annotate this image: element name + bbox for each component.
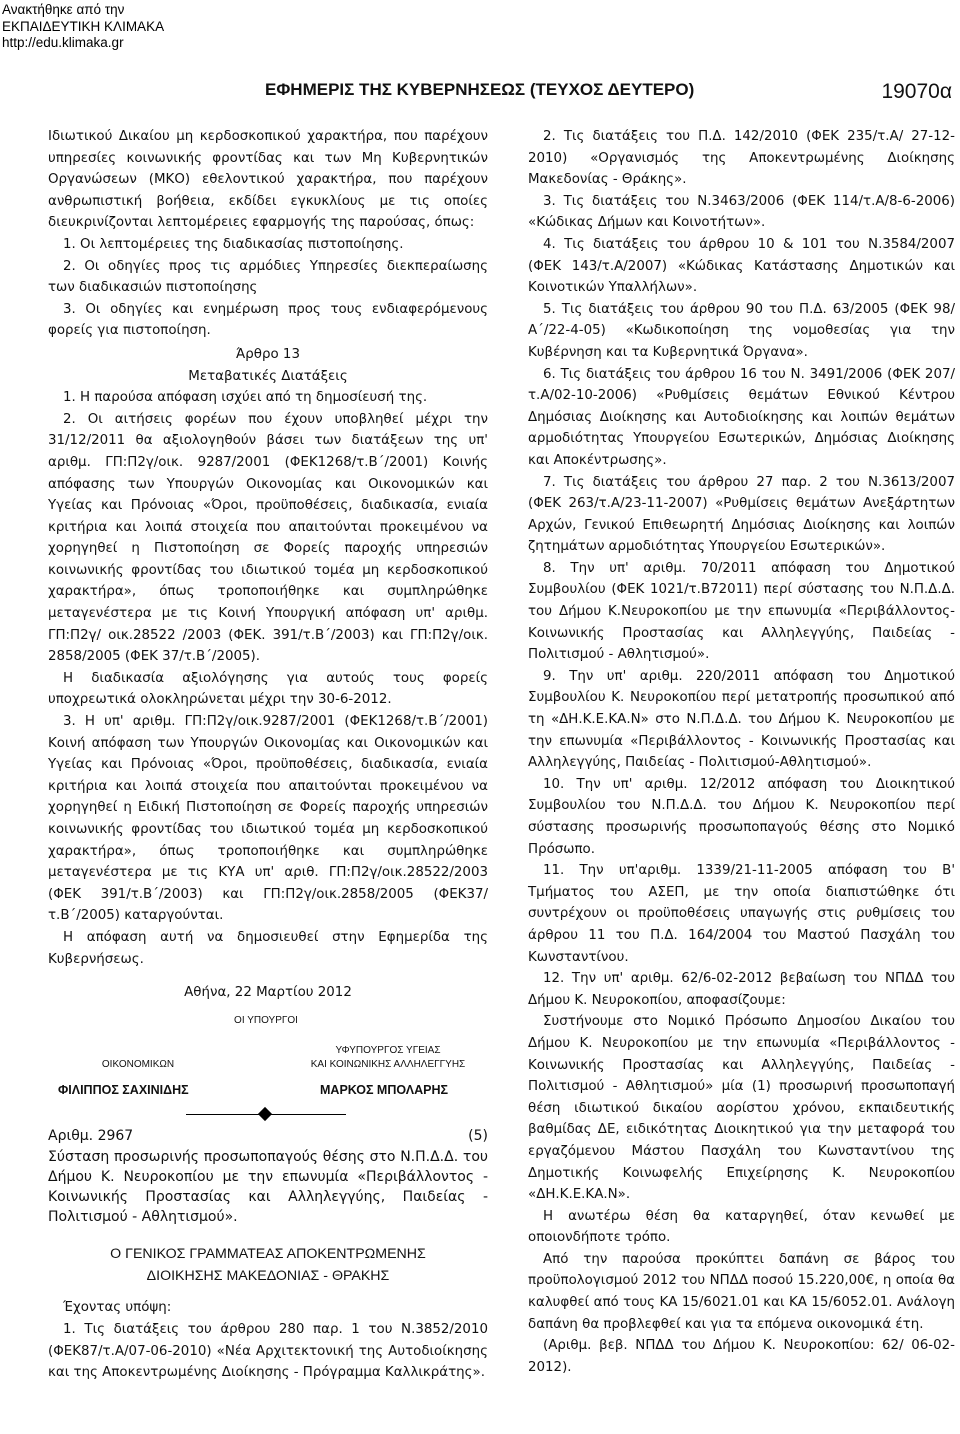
signer-2-name: ΜΑΡΚΟΣ ΜΠΟΛΑΡΗΣ (320, 1082, 448, 1097)
paragraph: (Αριθμ. βεβ. ΝΠΔΔ του Δήμου Κ. Νευροκοπίου: 62/ 06-02-2012). (528, 1338, 955, 1375)
list-item: 7. Τις διατάξεις του άρθρου 27 παρ. 2 του Ν.3613/2007 (ΦΕΚ 263/τ.Α/23-11-2007) «Ρυθμίσεις θεμάτων Ανεξάρτητων Αρχών, Γενικού Επιθεωρητή Δημόσιας Διοίκησης και λοιπών ζητημάτων αρμοδιότητας Υπουργείου Εσωτερικών». (528, 474, 955, 555)
list-item: 2. Οι οδηγίες προς τις αρμόδιες Υπηρεσίες διεκπεραίωσης των διαδικασιών πιστοποίησης (48, 258, 488, 296)
list-item: 1. Τις διατάξεις του άρθρου 280 παρ. 1 του Ν.3852/2010 (ΦΕΚ87/τ.Α/07-06-2010) «Νέα Αρχιτεκτονική της Αυτοδιοίκησης και της Αποκεντρωμένης Διοίκησης - Πρόγραμμα Καλλικράτης». (48, 1321, 488, 1381)
list-item: 2. Τις διατάξεις του Π.Δ. 142/2010 (ΦΕΚ 235/τ.Α/ 27-12-2010) «Οργανισμός της Αποκεντρωμένης Διοίκησης Μακεδονίας - Θράκης». (528, 129, 955, 188)
signatures-block (48, 1004, 488, 1104)
having-in-view: Έχοντας υπόψη: (63, 1300, 172, 1316)
list-item: 3. Τις διατάξεις του Ν.3463/2006 (ΦΕΚ 114/τ.Α/8-6-2006) «Κώδικας Δήμων και Κοινοτήτων». (528, 193, 955, 231)
list-item: 9. Την υπ' αριθμ. 220/2011 απόφαση του Δημοτικού Συμβουλίου Κ. Νευροκοπίου περί μετατροπής προσωπικού από τη «ΔΗ.Κ.Ε.ΚΑ.Ν» στο Ν.Π.Δ.Δ. του Δήμου Κ. Νευροκοπίου με την επωνυμία «Περιβάλλοντος - Κοινωνικής Προστασίας και Αλληλεγγύης, Παιδείας - Πολιτισμού-Αθλητισμού». (528, 668, 955, 771)
authority-line-2: ΔΙΟΙΚΗΣΗΣ ΜΑΚΕΔΟΝΙΑΣ - ΘΡΑΚΗΣ (146, 1268, 390, 1285)
paragraph: Συστήνουμε στο Νομικό Πρόσωπο Δημοσίου Δικαίου του Δήμου Κ. Νευροκοπίου με την επωνυμία «Περιβάλλοντος - Κοινωνικής Προστασίας και Αλληλεγγύης, Παιδείας - Πολιτισμού - Αθλητισμού» μία (1) προσωρινή προσωποπαγή θέση ιδιωτικού δικαίου αορίστου χρόνου, εκπαιδευτικής βαθμίδας ΔΕ, ειδικότητας Διοικητικού για την μεταφορά του εργαζόμενου Μάστου Πασχάλη του Κωνσταντίνου της Δημοτικής Κοινωφελής Επιχείρησης Κ. Νευροκοπίου «ΔΗ.Κ.Ε.ΚΑ.Ν». (528, 1014, 955, 1203)
source-link[interactable]: http://edu.klimaka.gr (2, 35, 124, 50)
list-item: 8. Την υπ' αριθμ. 70/2011 απόφαση του Δημοτικού Συμβουλίου (ΦΕΚ 1021/τ.Β72011) περί σύστασης του Ν.Π.Δ.Δ. του Δήμου Κ.Νευροκοπίου με την επωνυμία «Περιβάλλοντος-Κοινωνικής Προστασίας και Αλληλεγγύης, Παιδείας - Πολιτισμού - Αθλητισμού». (528, 560, 955, 663)
paragraph: Η διαδικασία αξιολόγησης για αυτούς τους φορείς υποχρεωτικά ολοκληρώνεται μέχρι την 30-6-2012. (48, 670, 488, 708)
left-column (48, 126, 488, 1384)
decision-title: Σύσταση προσωρινής προσωποπαγούς θέσης στο Ν.Π.Δ.Δ. του Δήμου Κ. Νευροκοπίου με την επωνυμία «Περιβάλλοντος - Κοινωνικής Προστασίας και Αλληλεγγύης, Παιδείας - Πολιτισμού - Αθλητισμού». (48, 1149, 488, 1226)
section-divider (48, 1104, 488, 1126)
right-column (528, 126, 955, 1378)
paragraph: Η απόφαση αυτή να δημοσιευθεί στην Εφημερίδα της Κυβερνήσεως. (48, 929, 488, 967)
page-number: 19070α (881, 80, 952, 103)
paragraph: Από την παρούσα προκύπτει δαπάνη σε βάρος του προϋπολογισμού 2012 του ΝΠΔΔ ποσού 15.220,00€, η οποία θα καλυφθεί από τους ΚΑ 15/6021.01 και ΚΑ 15/6052.01. Ανάλογη δαπάνη θα προβλεφθεί και για τα επόμενα οικονομικά έτη. (528, 1251, 955, 1332)
decision-reference: (5) (468, 1127, 488, 1144)
article-title: Μεταβατικές Διατάξεις (188, 368, 348, 384)
source-line-1: Ανακτήθηκε από την (2, 2, 125, 17)
page-header (0, 80, 960, 104)
list-item: 4. Τις διατάξεις του άρθρου 10 & 101 του Ν.3584/2007 (ΦΕΚ 143/τ.Α/2007) «Κώδικας Κατάστασης Δημοτικών και Κοινοτικών Υπαλλήλων». (528, 236, 955, 296)
signer-2-role-1: ΥΦΥΠΟΥΡΓΟΣ ΥΓΕΙΑΣ (335, 1044, 441, 1056)
signer-2-role-2: ΚΑΙ ΚΟΙΝΩΝΙΚΗΣ ΑΛΛΗΛΕΓΓΥΗΣ (310, 1058, 466, 1070)
place-date: Αθήνα, 22 Μαρτίου 2012 (184, 985, 352, 1001)
list-item: 3. Οι οδηγίες και ενημέρωση προς τους ενδιαφερόμενους φορείς για πιστοποίηση. (48, 301, 488, 339)
decision-number: Αριθμ. 2967 (48, 1127, 134, 1144)
list-item: 1. Οι λεπτομέρειες της διαδικασίας πιστοποίησης. (63, 236, 404, 252)
paragraph: 1. Η παρούσα απόφαση ισχύει από τη δημοσίευσή της. (63, 390, 428, 406)
article-heading: Άρθρο 13 (236, 346, 300, 362)
diamond-icon (258, 1107, 272, 1121)
list-item: 12. Την υπ' αριθμ. 62/6-02-2012 βεβαίωση του ΝΠΔΔ του Δήμου Κ. Νευροκοπίου, αποφασίζουμε: (528, 971, 955, 1008)
list-item: 5. Τις διατάξεις του άρθρου 90 του Π.Δ. 63/2005 (ΦΕΚ 98/Α΄/22-4-05) «Κωδικοποίηση της νομοθεσίας για την Κυβέρνηση και τα Κυβερνητικά Όργανα». (528, 301, 955, 360)
source-line-2: ΕΚΠΑΙΔΕΥΤΙΚΗ ΚΛΙΜΑΚΑ (2, 18, 165, 34)
intro-paragraph: Ιδιωτικού Δικαίου μη κερδοσκοπικού χαρακτήρα, που παρέχουν υπηρεσίες κοινωνικής φροντίδας και των Μη Κυβερνητικών Οργανώσεων (ΜΚΟ) εθελοντικού χαρακτήρα, που παρέχουν ανθρωπιστική βοήθεια, εκδίδει εγκυκλίους με τις οποίες διευκρινίζονται λεπτομέρειες εφαρμογής της παρούσας, όπως: (48, 129, 488, 231)
source-watermark (2, 2, 164, 52)
signer-1-role: ΟΙΚΟΝΟΜΙΚΩΝ (101, 1058, 175, 1070)
ministers-label: ΟΙ ΥΠΟΥΡΓΟΙ (234, 1014, 298, 1026)
list-item: 11. Την υπ'αριθμ. 1339/21-11-2005 απόφαση του Β' Τμήματος του ΑΣΕΠ, με την οποία διαπιστώθηκε ότι συντρέχουν οι προϋποθέσεις υπαγωγής στις ρυθμίσεις του άρθρου 11 του Π.Δ. 164/2004 του Μαστού Πασχάλη του Κωνσταντίνου. (528, 863, 955, 965)
paragraph: 2. Οι αιτήσεις φορέων που έχουν υποβληθεί μέχρι την 31/12/2011 θα αξιολογηθούν βάσει των διατάξεων της υπ' αριθμ. ΓΠ:Π2γ/οικ. 9287/2001 (ΦΕΚ1268/τ.Β΄/2001) Κοινής απόφασης των Υπουργών Οικονομίας και Οικονομικών και Υγείας και Πρόνοιας «Όροι, προϋποθέσεις, διαδικασία, ενιαία κριτήρια και λοιπά στοιχεία που απαιτούνται προκειμένου να χορηγηθεί η Πιστοποίηση σε Φορείς παροχής υπηρεσιών κοινωνικής φροντίδας του ιδιωτικού τομέα μη κερδοσκοπικού χαρακτήρα», όπως τροποποιήθηκε και συμπληρώθηκε μεταγενέστερα με τις Κοινή Υπουργική απόφαση υπ' αριθμ. ΓΠ:Π2γ/ οικ.28522 /2003 (ΦΕΚ. 391/τ.Β΄/2003) και ΓΠ:Π2γ/οικ. 2858/2005 (ΦΕΚ 37/τ.Β΄/2005). (48, 411, 488, 665)
authority-line-1: Ο ΓΕΝΙΚΟΣ ΓΡΑΜΜΑΤΕΑΣ ΑΠΟΚΕΝΤΡΩΜΕΝΗΣ (110, 1246, 426, 1263)
paragraph: 3. Η υπ' αριθμ. ΓΠ:Π2γ/οικ.9287/2001 (ΦΕΚ1268/τ.Β΄/2001) Κοινή απόφαση των Υπουργών Οικονομίας και Οικονομικών και Υγείας και Πρόνοιας «Όροι, προϋποθέσεις, διαδικασία, ενιαία κριτήρια και λοιπά στοιχεία που απαιτούνται προκειμένου να χορηγηθεί η Ειδική Πιστοποίηση σε Φορείς παροχής υπηρεσιών κοινωνικής φροντίδας του ιδιωτικού τομέα μη κερδοσκοπικού χαρακτήρα», όπως τροποποιήθηκε και συμπληρώθηκε μεταγενέστερα με τις ΚΥΑ υπ' αριθ. ΓΠ:Π2γ/οικ.28522/2003 (ΦΕΚ 391/τ.Β΄/2003) και ΓΠ:Π2γ/οικ.2858/2005 (ΦΕΚ37/τ.Β΄/2005) καταργούνται. (48, 714, 488, 924)
signer-1-name: ΦΙΛΙΠΠΟΣ ΣΑΧΙΝΙΔΗΣ (58, 1082, 189, 1097)
list-item: 6. Τις διατάξεις του άρθρου 16 του Ν. 3491/2006 (ΦΕΚ 207/τ.Α/02-10-2006) «Ρυθμίσεις θεμάτων Εθνικού Κέντρου Δημόσιας Διοίκησης και Αυτοδιοίκησης και λοιπών θεμάτων αρμοδιότητας Υπουργείου Εσωτερικών, Δημόσιας Διοίκησης και Αποκέντρωσης». (528, 366, 955, 468)
paragraph: Η ανωτέρω θέση θα καταργηθεί, όταν κενωθεί με οποιονδήποτε τρόπο. (528, 1208, 955, 1246)
gazette-title: ΕΦΗΜΕΡΙΣ ΤΗΣ ΚΥΒΕΡΝΗΣΕΩΣ (ΤΕΥΧΟΣ ΔΕΥΤΕΡΟ) (265, 80, 695, 99)
list-item: 10. Την υπ' αριθμ. 12/2012 απόφαση του Διοικητικού Συμβουλίου του Ν.Π.Δ.Δ. του Δήμου Κ. Νευροκοπίου περί σύστασης προσωρινής προσωποπαγούς θέσης στο Νομικό Πρόσωπο. (528, 776, 955, 857)
